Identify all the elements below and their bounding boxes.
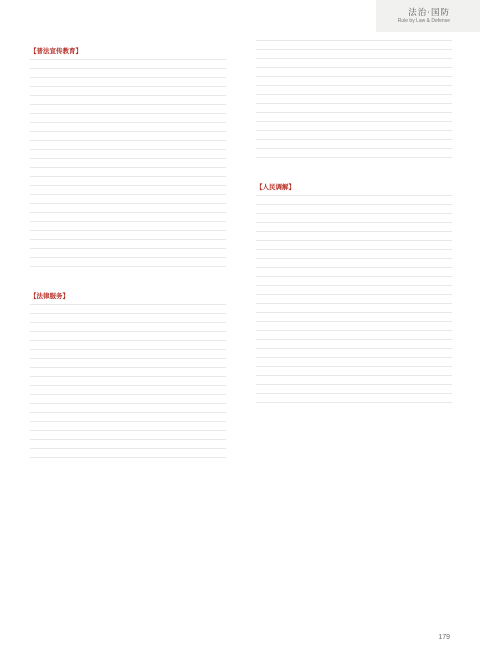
section-body: [30, 59, 226, 269]
header-subtitle: Rule by Law & Defense: [397, 18, 450, 24]
section-body: [256, 40, 452, 160]
section-body: [30, 304, 226, 464]
section-mediation: [256, 174, 452, 405]
right-column: [256, 38, 452, 419]
section-heading: 【人民调解】: [256, 183, 295, 191]
section-body: [256, 195, 452, 405]
section-heading: 【普法宣传教育】: [30, 47, 82, 55]
section-legal-education: [30, 38, 226, 269]
section-heading: 【法律服务】: [30, 292, 69, 300]
section-legal-services: [30, 283, 226, 464]
header-title: 法治·国防: [408, 8, 450, 18]
section-continued-text: [256, 40, 452, 160]
left-column: [30, 38, 226, 478]
page-number: 179: [438, 634, 450, 641]
